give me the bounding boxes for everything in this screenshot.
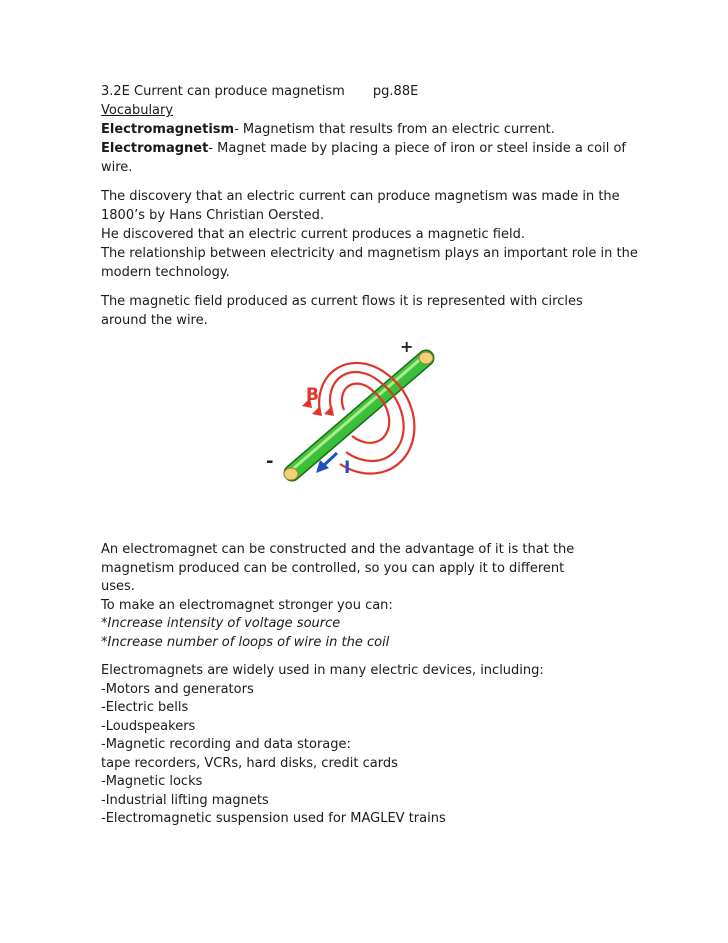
wire-field-diagram [262, 340, 440, 490]
plus-label: + [400, 340, 414, 356]
electromagnet-line: To make an electromagnet stronger you can: [101, 597, 393, 613]
uses-item: -Loudspeakers [101, 718, 196, 734]
stronger-item: *Increase intensity of voltage source [101, 616, 341, 631]
vocab-term: Electromagnet [101, 141, 209, 156]
field-text-line: The magnetic field produced as current flows it is represented with circles [101, 294, 583, 309]
vocab-definition: - Magnet made by placing a piece of iron or steel inside a coil of [208, 141, 626, 156]
stronger-item: *Increase number of loops of wire in the coil [101, 634, 390, 650]
uses-item: tape recorders, VCRs, hard disks, credit cards [101, 755, 398, 771]
magnetic-field-illustration [262, 340, 440, 490]
discovery-line: The discovery that an electric current can produce magnetism was made in the [101, 189, 620, 204]
vocab-term-electromagnet [101, 139, 661, 158]
uses-item: -Magnetic recording and data storage: [101, 737, 351, 752]
vocab-term-electromagnetism [101, 120, 661, 139]
uses-item: -Motors and generators [101, 681, 254, 697]
vocab-definition-continued: wire. [101, 160, 133, 175]
uses-item: -Electric bells [101, 700, 189, 715]
discovery-line: 1800’s by Hans Christian Oersted. [101, 208, 325, 223]
page-reference: pg.88E [372, 84, 419, 99]
vocabulary-heading: Vocabulary [101, 103, 174, 118]
discovery-line: The relationship between electricity and magnetism plays an important role in the [101, 246, 638, 261]
uses-item: -Electromagnetic suspension used for MAGLEV trains [101, 811, 446, 826]
uses-heading: Electromagnets are widely used in many electric devices, including: [101, 663, 544, 678]
current-label: I [344, 458, 351, 478]
discovery-line: modern technology. [101, 265, 230, 280]
discovery-line: He discovered that an electric current produces a magnetic field. [101, 227, 525, 242]
section-header [101, 82, 661, 101]
electromagnet-line: uses. [101, 579, 135, 594]
field-text-line: around the wire. [101, 313, 208, 328]
document-body [101, 82, 661, 330]
section-title: 3.2E Current can produce magnetism [101, 84, 345, 99]
electromagnet-line: An electromagnet can be constructed and the advantage of it is that the [101, 542, 575, 557]
document-body-lower [101, 541, 661, 829]
b-field-label: B [306, 385, 319, 405]
uses-item: -Industrial lifting magnets [101, 792, 269, 808]
electromagnet-line: magnetism produced can be controlled, so you can apply it to different [101, 560, 565, 576]
vocab-definition: - Magnetism that results from an electric current. [234, 122, 555, 137]
minus-label: - [266, 451, 274, 472]
uses-item: -Magnetic locks [101, 774, 203, 789]
vocab-term: Electromagnetism [101, 122, 235, 137]
